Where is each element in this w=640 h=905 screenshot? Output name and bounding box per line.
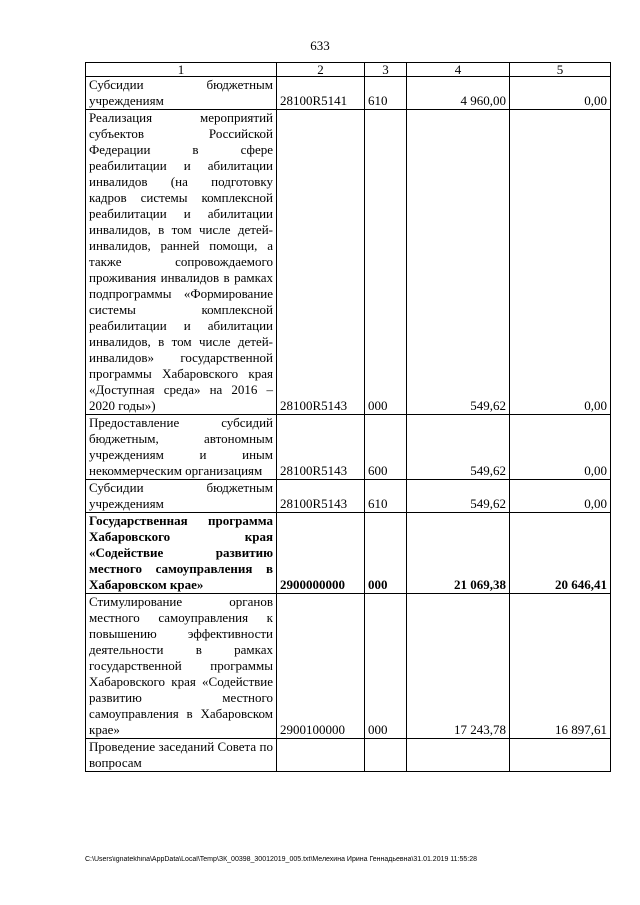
row-name: Предоставление субсидий бюджетным, автономным учреждениям и иным некоммерческим организациям bbox=[86, 415, 277, 480]
table-row-program bbox=[86, 513, 611, 594]
table-row bbox=[86, 594, 611, 739]
row-kind: 610 bbox=[365, 77, 407, 110]
table-row bbox=[86, 110, 611, 415]
row-code: 28100R5143 bbox=[277, 415, 365, 480]
row-kind bbox=[365, 739, 407, 772]
file-path-footer: C:\Users\ignatekhina\AppData\Local\Temp\ЗК_00398_30012019_005.txt\Мелехина Ирина Геннадьевна\31.01.2019 11:55:28 bbox=[85, 856, 478, 863]
table-header-row bbox=[86, 63, 611, 77]
row-value-2: 0,00 bbox=[510, 480, 611, 513]
column-header: 5 bbox=[510, 63, 611, 77]
row-value-1: 17 243,78 bbox=[407, 594, 510, 739]
row-name: Субсидии бюджетным учреждениям bbox=[86, 77, 277, 110]
row-value-2: 20 646,41 bbox=[510, 513, 611, 594]
row-value-2: 16 897,61 bbox=[510, 594, 611, 739]
table-row bbox=[86, 739, 611, 772]
row-value-2: 0,00 bbox=[510, 77, 611, 110]
row-code: 28100R5143 bbox=[277, 480, 365, 513]
row-name: Государственная программа Хабаровского края «Содействие развитию местного самоуправления в Хабаровском крае» bbox=[86, 513, 277, 594]
row-name: Реализация мероприятий субъектов Российской Федерации в сфере реабилитации и абилитации инвалидов (на подготовку кадров системы комплексной реабилитации и абилитации инвалидов, в том числе детей-инвалидов, ранней помощи, а также сопровождаемого проживания инвалидов в рамках подпрограммы «Формирование системы комплексной реабилитации и абилитации инвалидов, в том числе детей-инвалидов» государственной программы Хабаровского края «Доступная среда» на 2016 – 2020 годы») bbox=[86, 110, 277, 415]
row-kind: 000 bbox=[365, 513, 407, 594]
row-value-1 bbox=[407, 739, 510, 772]
row-code bbox=[277, 739, 365, 772]
row-code: 28100R5141 bbox=[277, 77, 365, 110]
budget-table bbox=[85, 62, 611, 772]
column-header: 1 bbox=[86, 63, 277, 77]
row-value-1: 4 960,00 bbox=[407, 77, 510, 110]
row-value-2: 0,00 bbox=[510, 110, 611, 415]
row-value-1: 21 069,38 bbox=[407, 513, 510, 594]
row-value-1: 549,62 bbox=[407, 415, 510, 480]
column-header: 4 bbox=[407, 63, 510, 77]
table-row bbox=[86, 77, 611, 110]
row-code: 28100R5143 bbox=[277, 110, 365, 415]
page-number: 633 bbox=[310, 38, 330, 53]
table-row bbox=[86, 480, 611, 513]
row-kind: 000 bbox=[365, 594, 407, 739]
row-value-1: 549,62 bbox=[407, 480, 510, 513]
row-kind: 600 bbox=[365, 415, 407, 480]
row-value-2: 0,00 bbox=[510, 415, 611, 480]
row-name: Субсидии бюджетным учреждениям bbox=[86, 480, 277, 513]
row-code: 2900100000 bbox=[277, 594, 365, 739]
row-value-1: 549,62 bbox=[407, 110, 510, 415]
row-name: Стимулирование органов местного самоуправления к повышению эффективности деятельности в рамках государственной программы Хабаровского края «Содействие развитию местного самоуправления в Хабаровском крае» bbox=[86, 594, 277, 739]
column-header: 3 bbox=[365, 63, 407, 77]
column-header: 2 bbox=[277, 63, 365, 77]
row-value-2 bbox=[510, 739, 611, 772]
row-kind: 610 bbox=[365, 480, 407, 513]
row-code: 2900000000 bbox=[277, 513, 365, 594]
row-kind: 000 bbox=[365, 110, 407, 415]
table-row bbox=[86, 415, 611, 480]
row-name: Проведение заседаний Совета по вопросам bbox=[86, 739, 277, 772]
